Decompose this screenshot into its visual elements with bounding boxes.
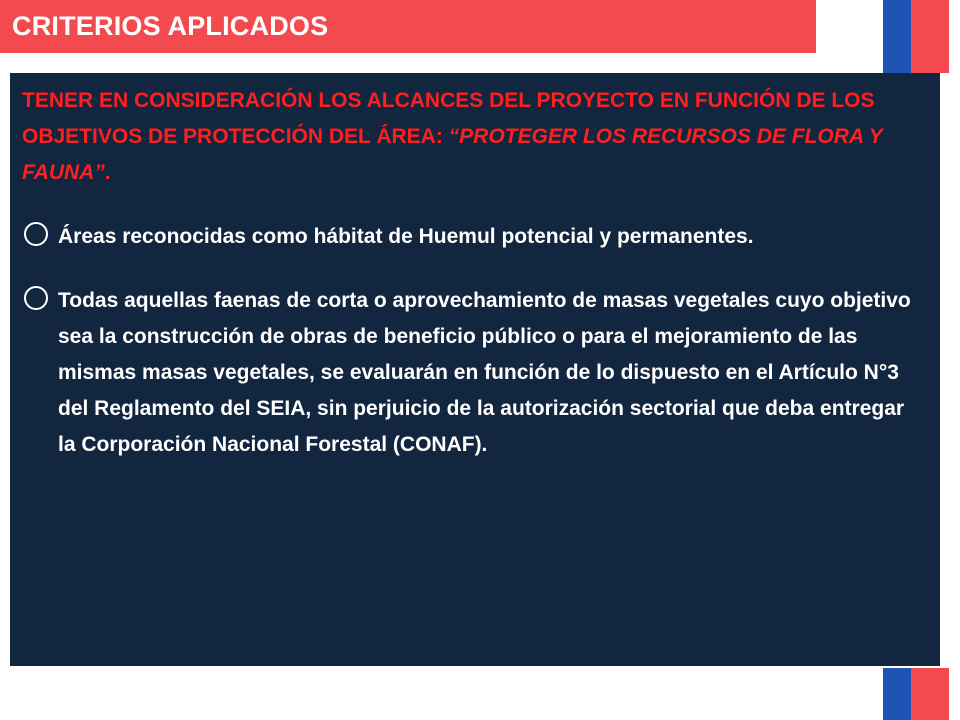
circle-bullet-icon: [24, 286, 48, 310]
intro-emphasis: “PROTEGER LOS RECURSOS DE FLORA Y FAUNA”: [22, 125, 883, 184]
title-bar: [0, 0, 816, 53]
intro-main: TENER EN CONSIDERACIÓN LOS ALCANCES DEL PROYECTO EN FUNCIÓN DE LOS OBJETIVOS DE PROTECCIÓN DEL ÁREA:: [22, 89, 875, 148]
bullet-item-2: [22, 283, 926, 463]
bullet-text-2: Todas aquellas faenas de corta o aprovechamiento de masas vegetales cuyo objetivo sea la construcción de obras de beneficio público o para el mejoramiento de las mismas masas vegetales, se evaluarán en función de lo dispuesto en el Artículo N°3 del Reglamento del SEIA, sin perjuicio de la autorización sectorial que deba entregar la Corporación Nacional Forestal (CONAF).: [58, 289, 911, 456]
flag-red-stripe: [911, 668, 949, 720]
flag-red-stripe: [911, 0, 949, 73]
flag-blue-stripe: [883, 0, 911, 73]
bullet-text-1: Áreas reconocidas como hábitat de Huemul potencial y permanentes.: [58, 225, 754, 248]
intro-text: [22, 83, 926, 191]
flag-stripe-top: [883, 0, 949, 73]
flag-blue-stripe: [883, 668, 911, 720]
slide-title: CRITERIOS APLICADOS: [12, 11, 329, 41]
content-box: [10, 73, 940, 666]
circle-bullet-icon: [24, 222, 48, 246]
bullet-item-1: [22, 219, 926, 255]
flag-stripe-bottom: [883, 668, 949, 720]
intro-end: .: [104, 161, 111, 184]
